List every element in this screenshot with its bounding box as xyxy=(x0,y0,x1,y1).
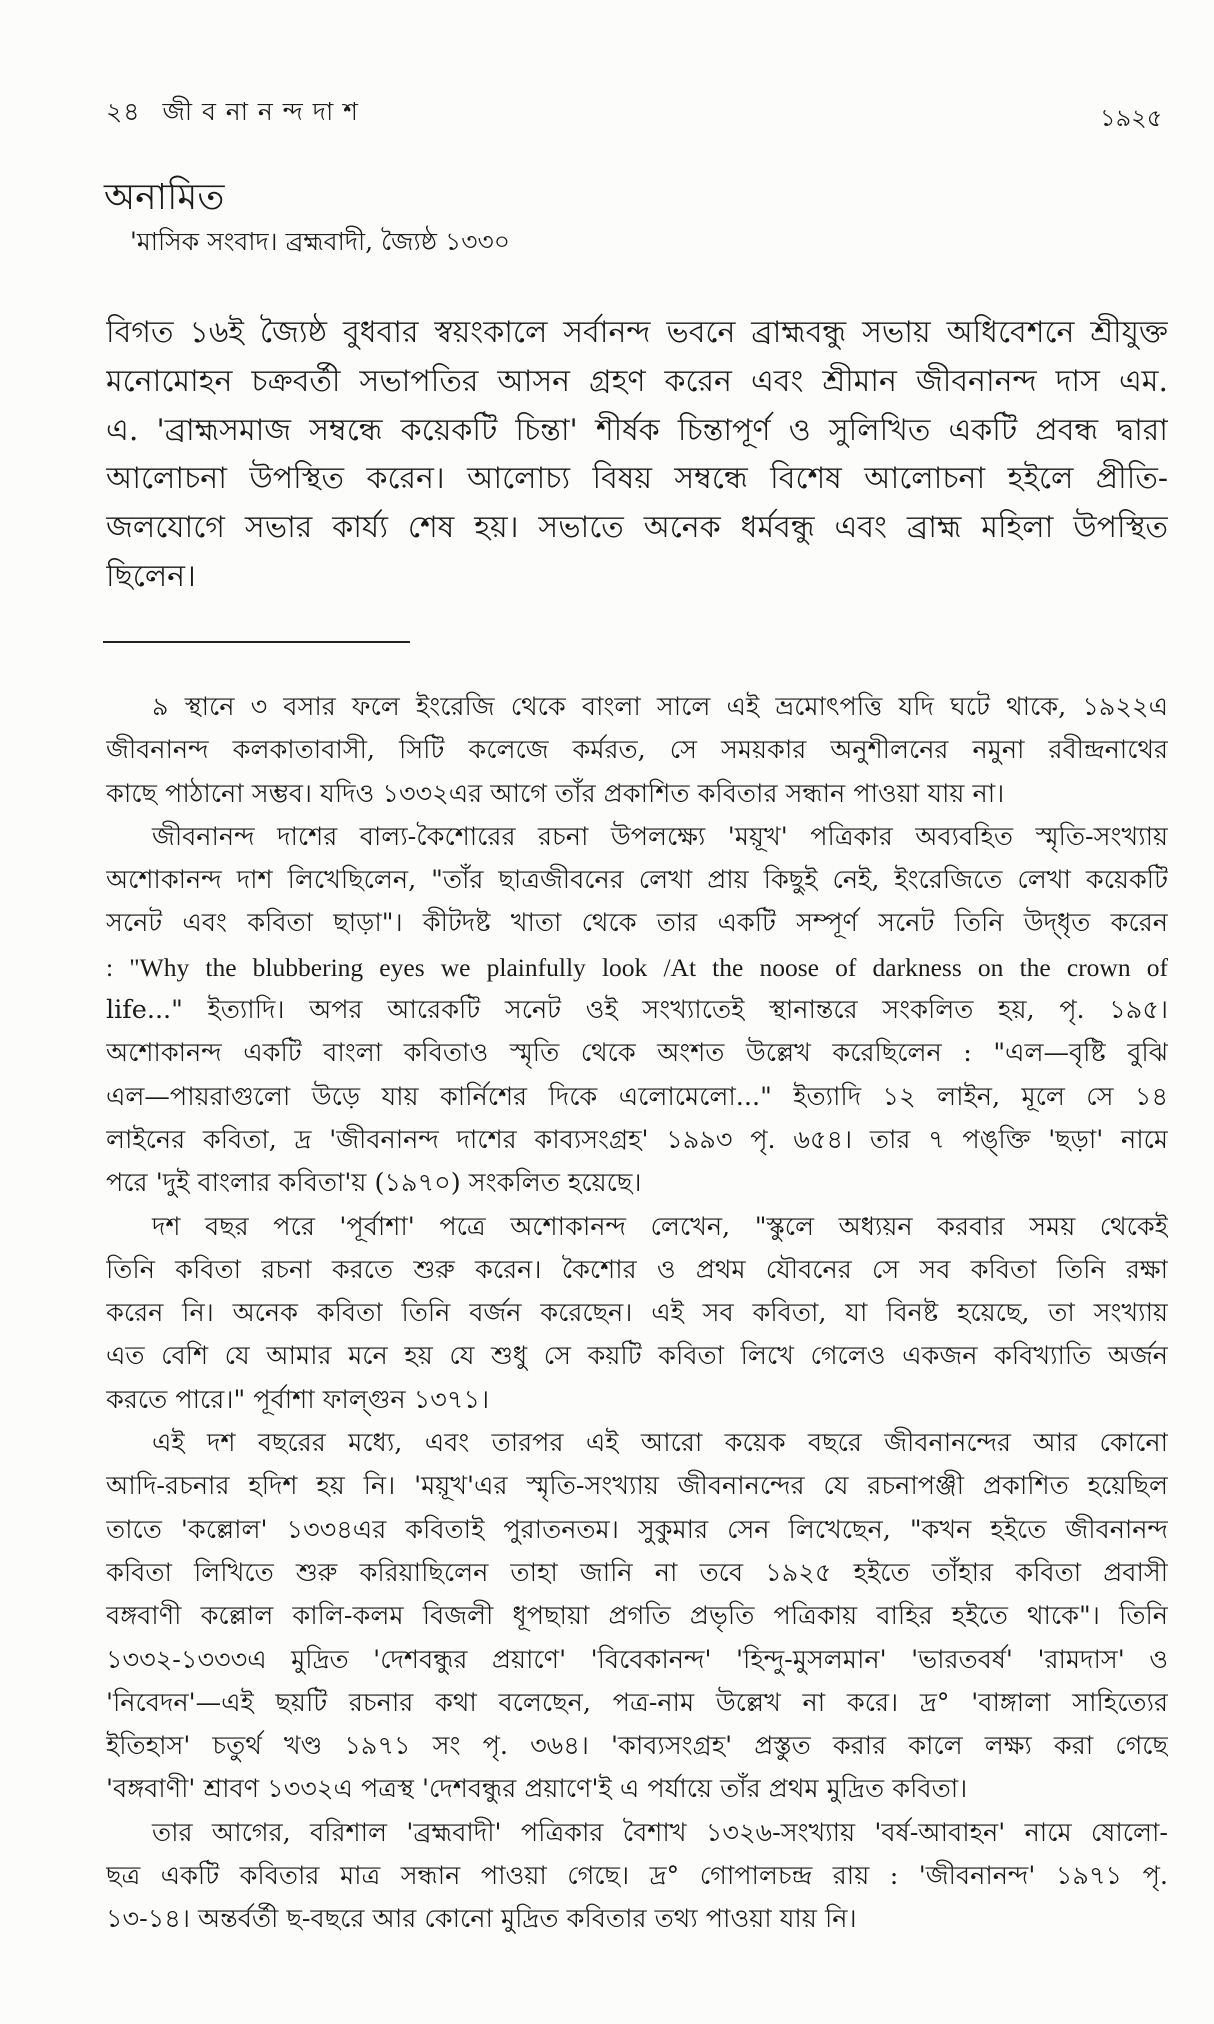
footnote-line: এই দশ বছরের মধ্যে, এবং তারপর এই আরো কয়েক বছরে জীবনানন্দের আর কোনো xyxy=(152,1428,1168,1459)
footnote-divider xyxy=(103,641,410,643)
footnote-line: অশোকানন্দ একটি বাংলা কবিতাও স্মৃতি থেকে অংশত উল্লেখ করেছিলেন : "এল—বৃষ্টি বুঝি xyxy=(106,1038,1168,1069)
footnotes xyxy=(106,686,1168,1942)
footnote-line: পরে 'দুই বাংলার কবিতা'য় (১৯৭০) সংকলিত হয়েছে। xyxy=(106,1168,642,1199)
footnote-line: ৯ স্থানে ৩ বসার ফলে ইংরেজি থেকে বাংলা সালে এই ভ্রমোৎপত্তি যদি ঘটে থাকে, ১৯২২এ xyxy=(152,692,1168,722)
footnote-line: ছত্র একটি কবিতার মাত্র সন্ধান পাওয়া গেছে। দ্র° গোপালচন্দ্র রায় : 'জীবনানন্দ' ১৯৭১ পৃ. xyxy=(106,1861,1168,1892)
footnote-line: কাছে পাঠানো সম্ভব। যদিও ১৩৩২এর আগে তাঁর প্রকাশিত কবিতার সন্ধান পাওয়া যায় না। xyxy=(106,778,1005,809)
footnote-line: এল—পায়রাগুলো উড়ে যায় কার্নিশের দিকে এলোমেলো..." ইত্যাদি ১২ লাইন, মূলে সে ১৪ xyxy=(106,1081,1168,1112)
running-title: জী ব না ন ন্দ দা শ xyxy=(162,97,359,126)
footnote-line: লাইনের কবিতা, দ্র 'জীবনানন্দ দাশের কাব্যসংগ্রহ' ১৯৯৩ পৃ. ৬৫৪। তার ৭ পঙ্‌ক্তি 'ছড়া' নামে xyxy=(106,1124,1168,1155)
article-title: অনামিত xyxy=(104,177,225,218)
footnote-line: দশ বছর পরে 'পূর্বাশা' পত্রে অশোকানন্দ লেখেন, "স্কুলে অধ্যয়ন করবার সময় থেকেই xyxy=(152,1211,1168,1242)
footnote-line: তার আগের, বরিশাল 'ব্রহ্মবাদী' পত্রিকার বৈশাখ ১৩২৬-সংখ্যায় 'বর্ষ-আবাহন' নামে ষোলো- xyxy=(152,1817,1168,1848)
running-header xyxy=(106,92,359,135)
page-number: ২৪ xyxy=(106,97,141,126)
footnote-line: বঙ্গবাণী কল্লোল কালি-কলম বিজলী ধূপছায়া প্রগতি প্রভৃতি পত্রিকায় বাহির হইতে থাকে"। তিনি xyxy=(106,1601,1168,1632)
body-line: বিগত ১৬ই জ্যৈষ্ঠ বুধবার স্বয়ংকালে সর্বানন্দ ভবনে ব্রাহ্মবন্ধু সভায় অধিবেশনে শ্রীযুক্ত xyxy=(106,315,1168,350)
footnote-line: তাতে 'কল্লোল' ১৩৩৪এর কবিতাই পুরাতনতম। সুকুমার সেন লিখেছেন, "কখন হইতে জীবনানন্দ xyxy=(106,1514,1168,1545)
footnote-line: কবিতা লিখিতে শুরু করিয়াছিলেন তাহা জানি না তবে ১৯২৫ হইতে তাঁহার কবিতা প্রবাসী xyxy=(106,1557,1168,1588)
footnote-line: সনেট এবং কবিতা ছাড়া"। কীটদষ্ট খাতা থেকে তার একটি সম্পূর্ণ সনেট তিনি উদ্‌ধৃত করেন xyxy=(106,908,1168,939)
footnote-line: করেন নি। অনেক কবিতা তিনি বর্জন করেছেন। এই সব কবিতা, যা বিনষ্ট হয়েছে, তা সংখ্যায় xyxy=(106,1298,1168,1329)
footnote-line: এত বেশি যে আমার মনে হয় যে শুধু সে কয়টি কবিতা লিখে গেলেও একজন কবিখ্যাতি অর্জন xyxy=(106,1341,1168,1372)
footnote-line: ১৩-১৪। অন্তর্বর্তী ছ-বছরে আর কোনো মুদ্রিত কবিতার তথ্য পাওয়া যায় নি। xyxy=(106,1904,857,1935)
footnote-line: ইতিহাস' চতুর্থ খণ্ড ১৯৭১ সং পৃ. ৩৬৪। 'কাব্যসংগ্রহ' প্রস্তুত করার কালে লক্ষ্য করা গেছে xyxy=(106,1731,1168,1762)
footnote-line: অশোকানন্দ দাশ লিখেছিলেন, "তাঁর ছাত্রজীবনের লেখা প্রায় কিছুই নেই, ইংরেজিতে লেখা কয়েকটি xyxy=(106,865,1168,896)
body-line: জলযোগে সভার কার্য্য শেষ হয়। সভাতে অনেক ধর্মবন্ধু এবং ব্রাহ্ম মহিলা উপস্থিত xyxy=(106,510,1168,546)
footnote-line: করতে পারে।" পূর্বাশা ফাল্গুন ১৩৭১। xyxy=(106,1384,490,1415)
footnote-line: তিনি কবিতা রচনা করতে শুরু করেন। কৈশোর ও প্রথম যৌবনের সে সব কবিতা তিনি রক্ষা xyxy=(106,1254,1168,1285)
body-line: এ. 'ব্রাহ্মসমাজ সম্বন্ধে কয়েকটি চিন্তা' শীর্ষক চিন্তাপূর্ণ ও সুলিখিত একটি প্রবন্ধ দ্বারা xyxy=(106,412,1168,448)
footnote-line: ১৩৩২-১৩৩৩এ মুদ্রিত 'দেশবন্ধুর প্রয়াণে' 'বিবেকানন্দ' 'হিন্দু-মুসলমান' 'ভারতবর্ষ' 'রামদাস' ও xyxy=(106,1644,1168,1675)
article-source: 'মাসিক সংবাদ। ব্রহ্মবাদী, জ্যৈষ্ঠ ১৩৩০ xyxy=(130,227,510,256)
body-line: আলোচনা উপস্থিত করেন। আলোচ্য বিষয় সম্বন্ধে বিশেষ আলোচনা হইলে প্রীতি- xyxy=(106,461,1168,497)
footnote-line: জীবনানন্দ কলকাতাবাসী, সিটি কলেজে কর্মরত, সে সময়কার অনুশীলনের নমুনা রবীন্দ্রনাথের xyxy=(106,735,1168,766)
body-line: ছিলেন। xyxy=(106,558,196,594)
footnote-line: জীবনানন্দ দাশের বাল্য-কৈশোরের রচনা উপলক্ষ্যে 'ময়ূখ' পত্রিকার অব্যবহিত স্মৃতি-সংখ্যায় xyxy=(152,821,1168,852)
footnote-line: life..." ইত্যাদি। অপর আরেকটি সনেট ওই সংখ্যাতেই স্থানান্তরে সংকলিত হয়, পৃ. ১৯৫। xyxy=(106,995,1168,1026)
footnote-line: আদি-রচনার হদিশ হয় নি। 'ময়ূখ'এর স্মৃতি-সংখ্যায় জীবনানন্দের যে রচনাপঞ্জী প্রকাশিত হয়েছিল xyxy=(106,1471,1168,1502)
footnote-line: : "Why the blubbering eyes we plainfully look /At the noose of darkness on the crown of xyxy=(106,952,1168,982)
article-body xyxy=(106,309,1168,602)
footnote-line: 'বঙ্গবাণী' শ্রাবণ ১৩৩২এ পত্রস্থ 'দেশবন্ধুর প্রয়াণে'ই এ পর্যায়ে তাঁর প্রথম মুদ্রিত কবিতা। xyxy=(106,1774,968,1805)
body-line: মনোমোহন চক্রবর্তী সভাপতির আসন গ্রহণ করেন এবং শ্রীমান জীবনানন্দ দাস এম. xyxy=(106,363,1168,399)
header-year: ১৯২৫ xyxy=(1100,104,1163,132)
footnote-line: 'নিবেদন'—এই ছয়টি রচনার কথা বলেছেন, পত্র-নাম উল্লেখ না করে। দ্র° 'বাঙ্গালা সাহিত্যের xyxy=(106,1687,1168,1718)
